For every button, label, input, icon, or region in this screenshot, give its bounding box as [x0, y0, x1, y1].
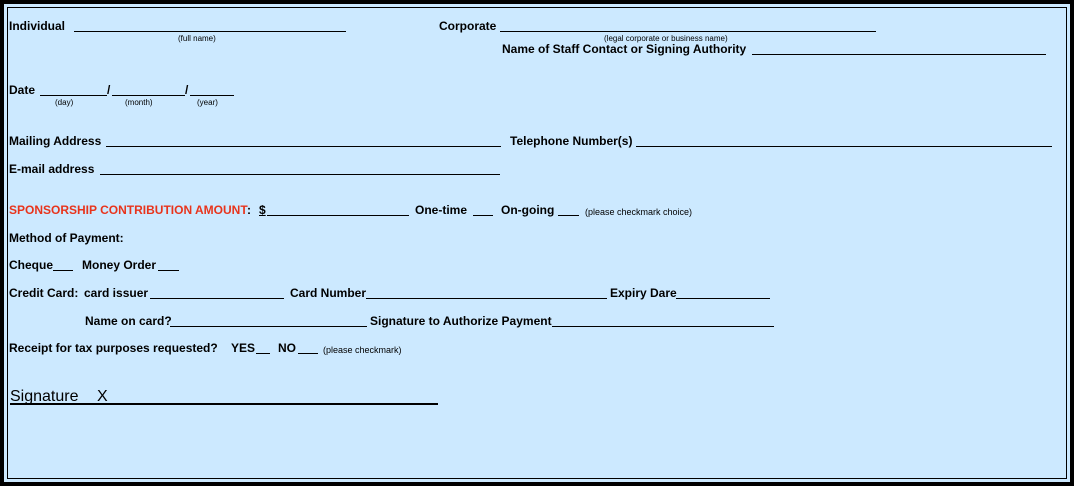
signature-label: Signature — [10, 388, 79, 405]
date-day-field[interactable] — [40, 95, 107, 96]
date-year-field[interactable] — [190, 95, 234, 96]
sponsorship-amount-label: SPONSORSHIP CONTRIBUTION AMOUNT — [9, 203, 248, 217]
signature-mark: X — [97, 388, 108, 405]
onetime-checkbox[interactable] — [473, 215, 493, 216]
sponsorship-colon: : — [247, 203, 251, 217]
email-label: E-mail address — [9, 162, 95, 176]
expiry-label: Expiry Dare — [610, 286, 677, 300]
date-separator-2: / — [185, 83, 189, 97]
currency-symbol: $ — [259, 203, 266, 217]
staff-contact-field[interactable] — [752, 54, 1046, 55]
sponsorship-amount-field[interactable] — [267, 215, 409, 216]
date-month-hint: (month) — [125, 98, 153, 107]
card-issuer-field[interactable] — [150, 298, 284, 299]
signature-field[interactable] — [10, 403, 438, 405]
date-label: Date — [9, 83, 36, 97]
method-of-payment-label: Method of Payment: — [9, 231, 124, 245]
authorize-signature-label: Signature to Authorize Payment — [370, 314, 552, 328]
receipt-yes-label: YES — [231, 341, 256, 355]
date-day-hint: (day) — [55, 98, 74, 107]
corporate-hint: (legal corporate or business name) — [604, 34, 728, 43]
onetime-label: One-time — [415, 203, 468, 217]
corporate-name-field[interactable] — [500, 31, 876, 32]
mailing-address-field[interactable] — [106, 146, 501, 147]
individual-hint: (full name) — [178, 34, 216, 43]
receipt-yes-checkbox[interactable] — [256, 353, 270, 354]
corporate-label: Corporate — [439, 19, 497, 33]
receipt-note: (please checkmark) — [323, 345, 402, 355]
receipt-label: Receipt for tax purposes requested? — [9, 341, 218, 355]
cheque-checkbox[interactable] — [53, 270, 73, 271]
receipt-no-label: NO — [278, 341, 296, 355]
individual-label: Individual — [9, 19, 66, 33]
receipt-no-checkbox[interactable] — [298, 353, 318, 354]
email-field[interactable] — [100, 174, 500, 175]
date-separator-1: / — [107, 83, 111, 97]
money-order-checkbox[interactable] — [158, 270, 179, 271]
money-order-label: Money Order — [82, 258, 157, 272]
ongoing-checkbox[interactable] — [558, 215, 579, 216]
card-number-field[interactable] — [366, 298, 607, 299]
authorize-signature-field[interactable] — [552, 326, 774, 327]
cheque-label: Cheque — [9, 258, 54, 272]
expiry-field[interactable] — [676, 298, 770, 299]
staff-contact-label: Name of Staff Contact or Signing Authority — [502, 42, 747, 56]
name-on-card-field[interactable] — [170, 326, 367, 327]
mailing-address-label: Mailing Address — [9, 134, 102, 148]
date-month-field[interactable] — [112, 95, 185, 96]
ongoing-label: On-going — [501, 203, 555, 217]
credit-card-label: Credit Card: — [9, 286, 79, 300]
telephone-field[interactable] — [636, 146, 1052, 147]
individual-name-field[interactable] — [74, 31, 346, 32]
date-year-hint: (year) — [197, 98, 218, 107]
name-on-card-label: Name on card? — [85, 314, 172, 328]
card-issuer-label: card issuer — [84, 286, 149, 300]
card-number-label: Card Number — [290, 286, 367, 300]
sponsorship-note: (please checkmark choice) — [585, 207, 693, 217]
telephone-label: Telephone Number(s) — [510, 134, 633, 148]
form-inner-border — [7, 7, 1067, 479]
